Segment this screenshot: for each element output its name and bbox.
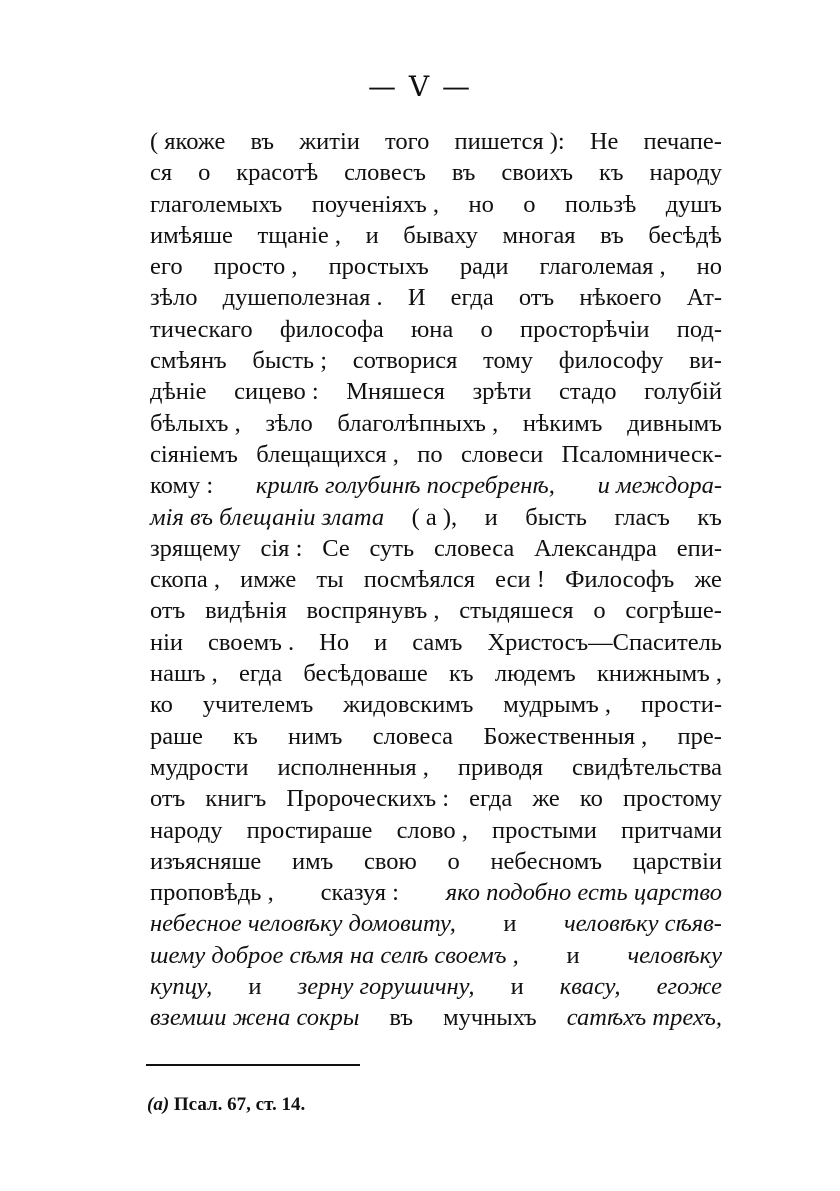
text-segment: под-: [676, 315, 722, 343]
text-segment: яко подобно есть царство: [445, 879, 722, 907]
text-line: [150, 877, 722, 908]
text-line: [150, 157, 722, 188]
text-segment: о: [198, 159, 211, 187]
text-segment: свою: [363, 847, 417, 875]
text-segment: видѣнiя: [205, 597, 287, 625]
text-line: [150, 971, 722, 1002]
text-segment: но: [696, 253, 722, 281]
text-segment: приводя: [457, 753, 543, 781]
text-line: [150, 220, 722, 251]
text-segment: зрѣти: [472, 378, 532, 406]
text-segment: его: [150, 253, 183, 281]
text-segment: егоже: [656, 973, 722, 1001]
text-segment: бываху: [403, 221, 478, 249]
text-segment: сатѣхъ трехъ,: [566, 1004, 722, 1032]
text-segment: печапе-: [643, 128, 722, 155]
text-line: [150, 721, 722, 752]
text-segment: къ: [598, 159, 624, 187]
text-segment: ко: [579, 785, 603, 813]
text-segment: тому: [483, 347, 534, 375]
text-segment: и: [566, 941, 580, 969]
text-segment: проповѣдь ,: [150, 879, 274, 907]
footnote-rule: [146, 1064, 360, 1066]
text-segment: и: [365, 221, 379, 249]
text-line: [150, 314, 722, 345]
text-segment: и: [484, 503, 498, 531]
text-segment: многая: [502, 221, 576, 249]
text-segment: нимъ: [288, 722, 343, 750]
text-segment: о: [593, 597, 606, 625]
text-segment: притчами: [621, 816, 722, 844]
text-line: [150, 627, 722, 658]
text-segment: сказуя :: [320, 879, 399, 907]
text-segment: своихъ: [501, 159, 574, 187]
text-line: [150, 251, 722, 282]
text-segment: просторѣчiи: [519, 315, 650, 343]
main-text-block: [150, 126, 722, 1034]
text-segment: мудрымъ ,: [503, 691, 612, 719]
text-segment: ради: [459, 253, 509, 281]
text-segment: стыдяшеся: [459, 597, 574, 625]
text-line: [150, 189, 722, 220]
text-segment: философа: [279, 315, 384, 343]
text-segment: и: [510, 973, 524, 1001]
text-segment: Но: [319, 628, 350, 656]
text-segment: прости-: [640, 691, 722, 719]
text-segment: гласъ: [614, 503, 670, 531]
text-segment: словесъ: [344, 159, 426, 187]
text-segment: бысть: [525, 503, 587, 531]
text-line: [150, 752, 722, 783]
text-segment: учителемъ: [202, 691, 314, 719]
text-segment: бесѣдѣ: [648, 221, 722, 249]
text-segment: отъ: [518, 284, 555, 312]
text-segment: словеси: [460, 440, 544, 468]
text-segment: о: [447, 847, 460, 875]
text-line: [150, 408, 722, 439]
text-segment: и междора-: [597, 472, 722, 500]
text-segment: простыхъ: [328, 253, 429, 281]
text-segment: сицево :: [234, 378, 319, 406]
text-segment: и: [248, 973, 262, 1001]
text-segment: воспрянувъ ,: [306, 597, 440, 625]
text-segment: блещащихся ,: [256, 440, 399, 468]
text-segment: тщанie ,: [257, 221, 342, 249]
text-segment: и: [374, 628, 388, 656]
text-segment: благолѣпныхъ ,: [337, 409, 499, 437]
text-segment: дѣнie: [150, 378, 207, 406]
text-segment: мучныхъ: [443, 1004, 537, 1032]
text-segment: голубiй: [644, 378, 722, 406]
text-segment: простираше: [246, 816, 373, 844]
text-segment: пре-: [677, 722, 722, 750]
text-segment: о: [480, 315, 493, 343]
text-line: [150, 533, 722, 564]
text-line: [150, 908, 722, 939]
text-line: [150, 1002, 722, 1033]
text-segment: Се: [322, 534, 350, 562]
text-segment: человѣку: [627, 941, 722, 969]
text-segment: епи-: [676, 534, 722, 562]
text-segment: того: [385, 128, 430, 155]
text-segment: небесное человѣку домовиту,: [150, 910, 456, 938]
text-segment: имже: [240, 566, 297, 594]
text-line: [150, 940, 722, 971]
text-segment: къ: [697, 503, 722, 531]
text-segment: и: [503, 910, 517, 938]
text-segment: душеполезная .: [222, 284, 383, 312]
text-segment: зѣло: [150, 284, 198, 312]
text-segment: въ: [600, 221, 624, 249]
text-segment: купцу,: [150, 973, 213, 1001]
text-line: [150, 595, 722, 626]
text-segment: простому: [622, 785, 722, 813]
text-segment: пользѣ: [564, 190, 637, 218]
text-segment: небесномъ: [490, 847, 602, 875]
text-segment: же: [694, 566, 722, 594]
text-segment: слово ,: [396, 816, 468, 844]
text-segment: изъясняше: [150, 847, 262, 875]
text-segment: дивнымъ: [627, 409, 722, 437]
text-segment: сотворися: [352, 347, 458, 375]
text-segment: раше: [150, 722, 203, 750]
text-segment: нѣкоего: [579, 284, 662, 312]
text-segment: юна: [410, 315, 454, 343]
text-segment: Философъ: [565, 566, 675, 594]
text-segment: имѣяше: [150, 221, 233, 249]
text-segment: книгъ: [205, 785, 267, 813]
text-line: [150, 376, 722, 407]
text-segment: своемъ .: [208, 628, 295, 656]
text-segment: мiя въ блещанiи злата: [150, 503, 385, 531]
text-segment: красотѣ: [236, 159, 319, 187]
text-segment: Не: [589, 128, 619, 155]
text-segment: бысть ;: [252, 347, 328, 375]
text-segment: Ат-: [686, 284, 722, 312]
text-segment: книжнымъ ,: [596, 660, 722, 688]
text-segment: народу: [150, 816, 223, 844]
text-segment: исполненныя ,: [277, 753, 429, 781]
text-segment: душъ: [665, 190, 722, 218]
text-segment: крилѣ голубинѣ посребренѣ,: [255, 472, 555, 500]
text-segment: зрящему: [150, 534, 241, 562]
text-segment: еси !: [495, 566, 545, 594]
text-segment: Псаломническ-: [561, 440, 722, 468]
text-segment: Христосъ—Спаситель: [487, 628, 722, 656]
text-segment: въ: [250, 128, 275, 155]
text-segment: Божественныя ,: [483, 722, 648, 750]
text-segment: ( а ),: [411, 503, 458, 531]
text-segment: Пророческихъ :: [286, 785, 450, 813]
text-segment: нiи: [150, 628, 184, 656]
text-segment: поученiяхъ ,: [311, 190, 440, 218]
text-line: [150, 126, 722, 157]
text-segment: въ: [451, 159, 476, 187]
text-segment: къ: [233, 722, 258, 750]
text-segment: по: [417, 440, 443, 468]
text-segment: зѣло: [265, 409, 313, 437]
footnote-mark: (а): [147, 1094, 170, 1115]
text-segment: вземши жена сокры: [150, 1004, 360, 1032]
text-line: [150, 439, 722, 470]
text-segment: отъ: [150, 785, 186, 813]
text-segment: сiянiемъ: [150, 440, 238, 468]
text-segment: егда: [450, 284, 494, 312]
text-segment: посмѣялся: [363, 566, 476, 594]
text-segment: самъ: [412, 628, 463, 656]
footnote: [147, 1094, 305, 1116]
text-segment: бесѣдоваше: [303, 660, 428, 688]
text-segment: къ: [449, 660, 474, 688]
text-line: [150, 345, 722, 376]
text-segment: просто ,: [213, 253, 298, 281]
text-segment: ( якоже: [150, 128, 226, 155]
text-segment: Мняшеся: [346, 378, 445, 406]
text-line: [150, 282, 722, 313]
text-segment: житiи: [299, 128, 360, 155]
text-segment: суть: [369, 534, 415, 562]
text-segment: скопа ,: [150, 566, 221, 594]
text-line: [150, 564, 722, 595]
text-segment: отъ: [150, 597, 186, 625]
text-segment: егда: [469, 785, 513, 813]
text-segment: нашъ ,: [150, 660, 218, 688]
text-segment: нѣкимъ: [522, 409, 603, 437]
text-segment: царствiи: [632, 847, 722, 875]
text-segment: народу: [649, 159, 722, 187]
text-line: [150, 658, 722, 689]
text-segment: смѣянъ: [150, 347, 227, 375]
text-segment: егда: [239, 660, 283, 688]
text-segment: И: [407, 284, 426, 312]
text-line: [150, 846, 722, 877]
text-line: [150, 470, 722, 501]
text-segment: тическаго: [150, 315, 253, 343]
text-segment: Александра: [534, 534, 657, 562]
text-segment: пишется ):: [454, 128, 565, 155]
text-line: [150, 689, 722, 720]
text-line: [150, 815, 722, 846]
text-segment: квасу,: [559, 973, 621, 1001]
text-segment: но: [468, 190, 494, 218]
text-segment: ко: [150, 691, 173, 719]
page-number-header: — V —: [367, 70, 473, 103]
text-segment: о: [523, 190, 536, 218]
text-segment: мудрости: [150, 753, 249, 781]
text-segment: сiя :: [260, 534, 303, 562]
text-segment: свидѣтельства: [571, 753, 722, 781]
footnote-text: Псал. 67, ст. 14.: [173, 1094, 306, 1115]
text-segment: словеса: [433, 534, 515, 562]
text-segment: глаголемыхъ: [150, 190, 283, 218]
text-segment: философу: [558, 347, 664, 375]
text-segment: ся: [150, 159, 173, 187]
text-segment: кому :: [150, 472, 214, 500]
text-segment: жидовскимъ: [343, 691, 474, 719]
text-segment: ви-: [689, 347, 722, 375]
text-segment: бѣлыхъ ,: [150, 409, 241, 437]
text-line: [150, 502, 722, 533]
text-segment: шему доброе сѣмя на селѣ своемъ ,: [150, 941, 519, 969]
text-segment: же: [532, 785, 560, 813]
text-segment: людемъ: [494, 660, 576, 688]
text-segment: въ: [389, 1004, 414, 1032]
text-segment: стадо: [559, 378, 617, 406]
text-segment: простыми: [491, 816, 597, 844]
text-line: [150, 783, 722, 814]
text-segment: ты: [316, 566, 344, 594]
text-segment: согрѣше-: [625, 597, 722, 625]
text-segment: человѣку сѣяв-: [563, 910, 722, 938]
text-segment: словеса: [372, 722, 454, 750]
text-segment: имъ: [292, 847, 334, 875]
text-segment: зерну горушичну,: [297, 973, 475, 1001]
text-segment: глаголемая ,: [539, 253, 666, 281]
